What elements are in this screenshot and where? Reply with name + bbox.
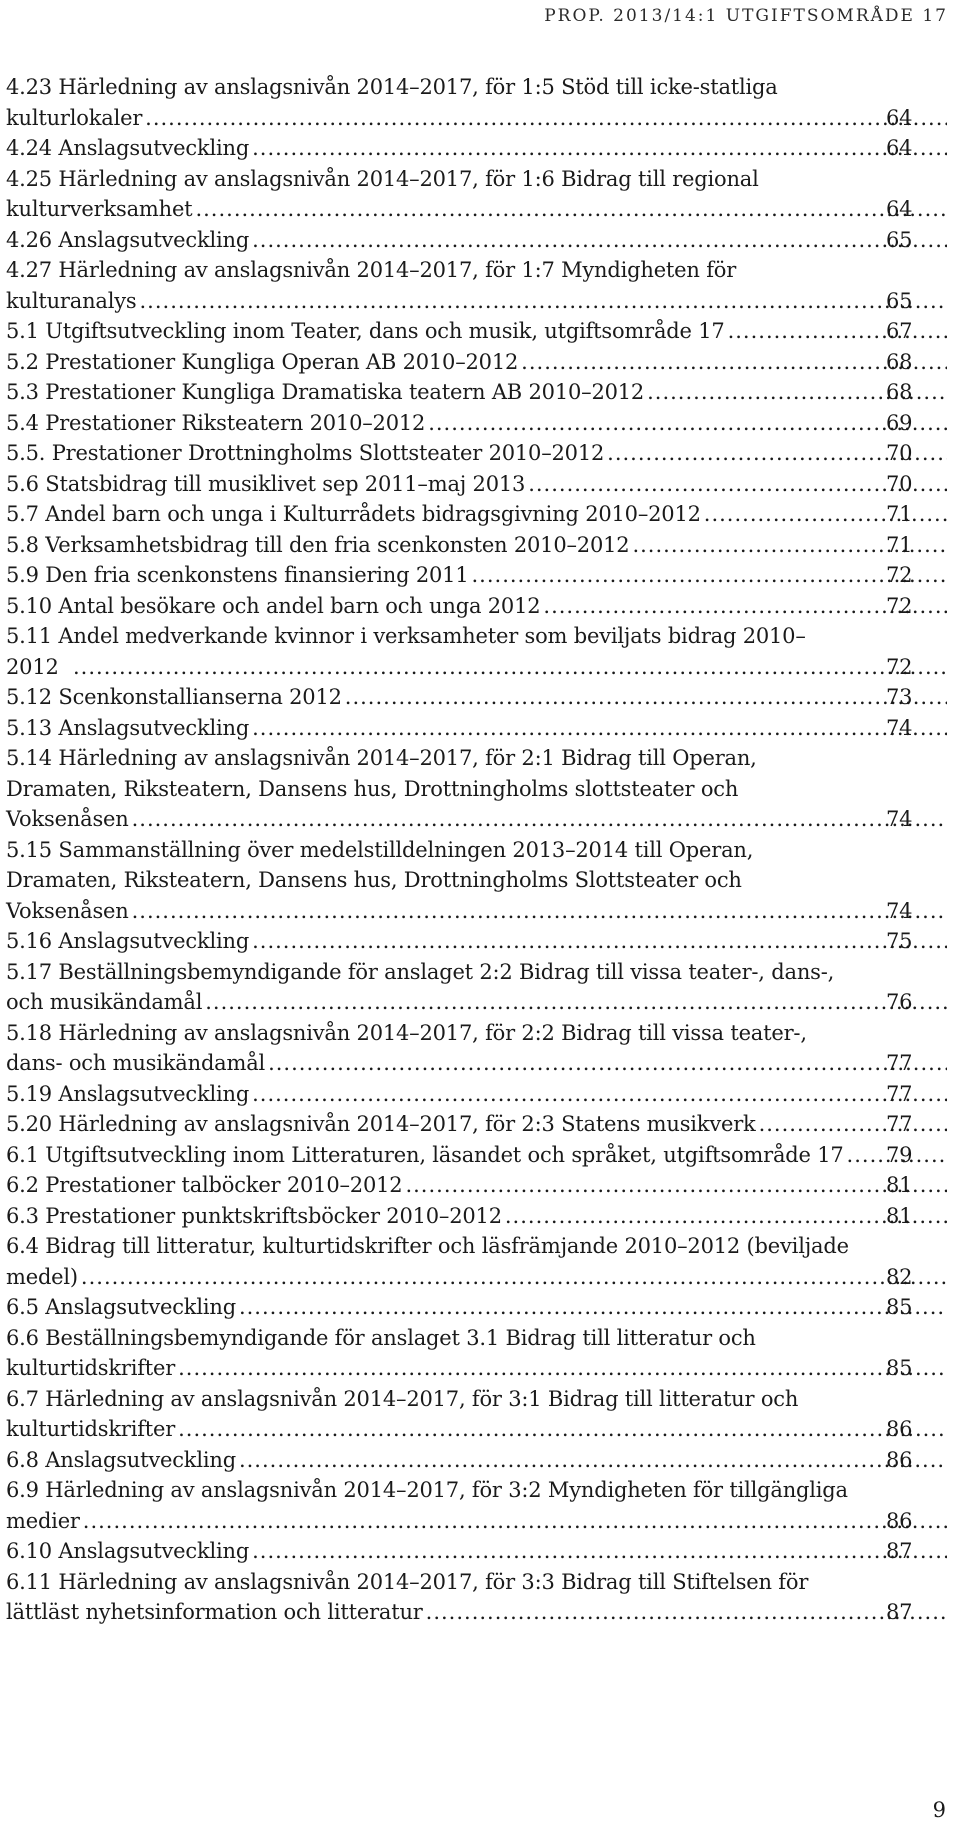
dot-leader [252, 1079, 947, 1110]
toc-entry[interactable]: 5.5. Prestationer Drottningholms Slottsteater 2010–2012 ..... 70 [6, 438, 950, 469]
dot-leader [252, 133, 947, 164]
toc-entry[interactable]: 4.23 Härledning av anslagsnivån 2014–2017, för 1:5 Stöd till icke-statliga kulturlokaler ..... 64 [6, 72, 950, 133]
dot-leader [405, 1170, 947, 1201]
dot-leader [268, 1048, 947, 1079]
toc-entry[interactable]: 5.18 Härledning av anslagsnivån 2014–2017, för 2:2 Bidrag till vissa teater-, dans- och musikändamål ..... 77 [6, 1018, 950, 1079]
toc-entry[interactable]: 6.6 Beställningsbemyndigande för anslaget 3.1 Bidrag till litteratur och kulturtidskrifter ..... 85 [6, 1323, 950, 1384]
toc-entry[interactable]: 5.7 Andel barn och unga i Kulturrådets bidragsgivning 2010–2012 ..... 71 [6, 499, 950, 530]
toc-entry[interactable]: 5.9 Den fria scenkonstens finansiering 2011 ..... 72 [6, 560, 950, 591]
toc-entry-text: 5.13 Anslagsutveckling [6, 715, 250, 740]
toc-entry-text: 6.8 Anslagsutveckling [6, 1447, 236, 1472]
toc-entry-text: 5.20 Härledning av anslagsnivån 2014–2017, för 2:3 Statens musikverk [6, 1112, 756, 1136]
toc-entry[interactable]: 5.15 Sammanställning över medelstilldelningen 2013–2014 till Operan, Dramaten, Riksteatern, Dansens hus, Drottningholms Slottsteater och Voksenåsen ..... 74 [6, 835, 950, 927]
toc-entry-text: kulturanalys [6, 288, 137, 313]
toc-entry[interactable]: 5.16 Anslagsutveckling ..... 75 [6, 926, 950, 957]
toc-entry-text: och musikändamål [6, 990, 203, 1014]
toc-entry[interactable]: 6.9 Härledning av anslagsnivån 2014–2017, för 3:2 Myndigheten för tillgängliga medier ..... 86 [6, 1475, 950, 1536]
toc-entry[interactable]: 5.10 Antal besökare och andel barn och unga 2012 ..... 72 [6, 591, 950, 622]
list-of-tables [6, 72, 950, 1628]
toc-entry-text: 4.27 Härledning av anslagsnivån 2014–2017, för 1:7 Myndigheten för [6, 258, 737, 282]
toc-entry-text: 5.18 Härledning av anslagsnivån 2014–2017, för 2:2 Bidrag till vissa teater-, [6, 1020, 807, 1045]
toc-entry-text: kulturtidskrifter [6, 1417, 176, 1441]
dot-leader [426, 1597, 947, 1628]
dot-leader [178, 1414, 947, 1445]
dot-leader [252, 713, 947, 744]
dot-leader [195, 194, 947, 225]
toc-entry[interactable]: 5.8 Verksamhetsbidrag till den fria scenkonsten 2010–2012 ..... 71 [6, 530, 950, 561]
toc-entry[interactable]: 6.5 Anslagsutveckling ..... 85 [6, 1292, 950, 1323]
dot-leader [252, 926, 947, 957]
toc-entry-text: lättläst nyhetsinformation och litteratur [6, 1600, 423, 1624]
toc-entry-text: 5.2 Prestationer Kungliga Operan AB 2010–2012 [6, 349, 519, 374]
toc-entry-text: 5.16 Anslagsutveckling [6, 929, 250, 953]
toc-entry[interactable]: 5.2 Prestationer Kungliga Operan AB 2010–2012 ..... 68 [6, 347, 950, 378]
toc-entry-text: 5.14 Härledning av anslagsnivån 2014–2017, för 2:1 Bidrag till Operan, [6, 746, 757, 770]
toc-entry-text: medier [6, 1508, 80, 1533]
toc-entry-text: 5.9 Den fria scenkonstens finansiering 2011 [6, 563, 469, 587]
toc-entry-text: 6.5 Anslagsutveckling [6, 1295, 236, 1319]
toc-entry-text: 5.12 Scenkonstallianserna 2012 [6, 685, 342, 709]
toc-entry-text: 6.2 Prestationer talböcker 2010–2012 [6, 1173, 403, 1197]
toc-entry[interactable]: 5.4 Prestationer Riksteatern 2010–2012 ..... 69 [6, 408, 950, 439]
toc-entry[interactable]: 6.7 Härledning av anslagsnivån 2014–2017, för 3:1 Bidrag till litteratur och kulturtidskrifter ..... 86 [6, 1384, 950, 1445]
toc-entry[interactable]: 5.3 Prestationer Kungliga Dramatiska teatern AB 2010–2012 ..... 68 [6, 377, 950, 408]
dot-leader [252, 225, 947, 256]
toc-entry-text: Voksenåsen [6, 898, 129, 923]
toc-entry-text: 5.5. Prestationer Drottningholms Slottsteater 2010–2012 [6, 441, 605, 465]
toc-entry[interactable]: 4.26 Anslagsutveckling ..... 65 [6, 225, 950, 256]
toc-entry-text: kulturverksamhet [6, 197, 193, 221]
toc-entry-text: 6.9 Härledning av anslagsnivån 2014–2017, för 3:2 Myndigheten för tillgängliga [6, 1478, 848, 1502]
toc-entry-text: 6.3 Prestationer punktskriftsböcker 2010–2012 [6, 1203, 502, 1228]
dot-leader [521, 347, 947, 378]
toc-entry[interactable]: 4.27 Härledning av anslagsnivån 2014–2017, för 1:7 Myndigheten för kulturanalys ..... 65 [6, 255, 950, 316]
toc-entry[interactable]: 6.3 Prestationer punktskriftsböcker 2010–2012 ..... 81 [6, 1201, 950, 1232]
dot-leader [132, 896, 947, 927]
toc-entry-text: 5.7 Andel barn och unga i Kulturrådets bidragsgivning 2010–2012 [6, 502, 701, 526]
toc-entry-text: Dramaten, Riksteatern, Dansens hus, Drottningholms Slottsteater och [6, 868, 742, 892]
toc-entry-text: 5.19 Anslagsutveckling [6, 1081, 250, 1106]
toc-entry-text: 6.7 Härledning av anslagsnivån 2014–2017, för 3:1 Bidrag till litteratur och [6, 1386, 799, 1411]
toc-entry-text: 5.8 Verksamhetsbidrag till den fria scenkonsten 2010–2012 [6, 532, 630, 557]
toc-entry[interactable]: 6.1 Utgiftsutveckling inom Litteraturen, läsandet och språket, utgiftsområde 17 ..... 79 [6, 1140, 950, 1171]
toc-entry-text: 4.26 Anslagsutveckling [6, 227, 250, 252]
toc-entry[interactable]: 5.13 Anslagsutveckling ..... 74 [6, 713, 950, 744]
dot-leader [145, 103, 947, 134]
toc-entry-text: 5.6 Statsbidrag till musiklivet sep 2011–maj 2013 [6, 471, 526, 496]
running-header: PROP. 2013/14:1 UTGIFTSOMRÅDE 17 [544, 6, 948, 26]
dot-leader [140, 286, 948, 317]
toc-entry[interactable]: 4.25 Härledning av anslagsnivån 2014–2017, för 1:6 Bidrag till regional kulturverksamhet ..... 64 [6, 164, 950, 225]
toc-entry-text: dans- och musikändamål [6, 1051, 266, 1075]
toc-entry-text: kulturtidskrifter [6, 1356, 176, 1380]
toc-entry-text: 6.6 Beställningsbemyndigande för anslaget 3.1 Bidrag till litteratur och [6, 1325, 756, 1350]
dot-leader [505, 1201, 947, 1232]
toc-entry[interactable]: 5.20 Härledning av anslagsnivån 2014–2017, för 2:3 Statens musikverk ..... 77 [6, 1109, 950, 1140]
toc-entry-text: 6.11 Härledning av anslagsnivån 2014–2017, för 3:3 Bidrag till Stiftelsen för [6, 1569, 809, 1594]
toc-entry[interactable]: 5.1 Utgiftsutveckling inom Teater, dans och musik, utgiftsområde 17 ..... 67 [6, 316, 950, 347]
toc-entry-text: 4.25 Härledning av anslagsnivån 2014–2017, för 1:6 Bidrag till regional [6, 166, 759, 191]
toc-entry[interactable]: 4.24 Anslagsutveckling ..... 64 [6, 133, 950, 164]
dot-leader [472, 560, 948, 591]
toc-entry-text: 5.4 Prestationer Riksteatern 2010–2012 [6, 410, 426, 435]
toc-entry[interactable]: 6.2 Prestationer talböcker 2010–2012 ..... 81 [6, 1170, 950, 1201]
dot-leader [252, 1536, 947, 1567]
dot-leader [428, 408, 947, 439]
toc-entry[interactable]: 6.8 Anslagsutveckling ..... 86 [6, 1445, 950, 1476]
toc-entry[interactable]: 6.11 Härledning av anslagsnivån 2014–2017, för 3:3 Bidrag till Stiftelsen för lättläst nyhetsinformation och litteratur ..... 87 [6, 1567, 950, 1628]
dot-leader [239, 1292, 947, 1323]
dot-leader [132, 804, 947, 835]
toc-entry-text: 5.10 Antal besökare och andel barn och unga 2012 [6, 593, 541, 618]
dot-leader [345, 682, 947, 713]
toc-entry-text: 6.10 Anslagsutveckling [6, 1539, 250, 1563]
toc-entry-text: 5.1 Utgiftsutveckling inom Teater, dans och musik, utgiftsområde 17 [6, 319, 725, 343]
toc-entry-text: 6.1 Utgiftsutveckling inom Litteraturen, läsandet och språket, utgiftsområde 17 [6, 1142, 844, 1167]
toc-entry-text: 4.24 Anslagsutveckling [6, 136, 250, 160]
toc-entry[interactable]: 6.4 Bidrag till litteratur, kulturtidskrifter och läsfrämjande 2010–2012 (beviljade medel) ..... 82 [6, 1231, 950, 1292]
dot-leader [73, 652, 947, 683]
dot-leader [205, 987, 947, 1018]
toc-entry-text: 5.15 Sammanställning över medelstilldelningen 2013–2014 till Operan, [6, 837, 754, 862]
dot-leader [528, 469, 947, 500]
toc-entry[interactable]: 5.11 Andel medverkande kvinnor i verksamheter som beviljats bidrag 2010– 2012 ..... 72 [6, 621, 950, 682]
toc-entry[interactable]: 6.10 Anslagsutveckling ..... 87 [6, 1536, 950, 1567]
dot-leader [759, 1109, 947, 1140]
toc-entry-text: 6.4 Bidrag till litteratur, kulturtidskrifter och läsfrämjande 2010–2012 (beviljade [6, 1234, 849, 1258]
toc-entry[interactable]: 5.19 Anslagsutveckling ..... 77 [6, 1079, 950, 1110]
toc-entry-text: 5.11 Andel medverkande kvinnor i verksamheter som beviljats bidrag 2010– [6, 624, 806, 648]
toc-entry[interactable]: 5.14 Härledning av anslagsnivån 2014–2017, för 2:1 Bidrag till Operan, Dramaten, Riksteatern, Dansens hus, Drottningholms slottsteater och Voksenåsen ..... 74 [6, 743, 950, 835]
toc-entry[interactable]: 5.17 Beställningsbemyndigande för anslaget 2:2 Bidrag till vissa teater-, dans-, och musikändamål ..... 76 [6, 957, 950, 1018]
toc-entry[interactable]: 5.12 Scenkonstallianserna 2012 ..... 73 [6, 682, 950, 713]
toc-entry-text: 5.17 Beställningsbemyndigande för anslaget 2:2 Bidrag till vissa teater-, dans-, [6, 959, 835, 984]
toc-entry-text: kulturlokaler [6, 105, 143, 130]
toc-entry-text: medel) [6, 1264, 78, 1289]
toc-entry-text: 4.23 Härledning av anslagsnivån 2014–2017, för 1:5 Stöd till icke-statliga [6, 75, 778, 99]
dot-leader [178, 1353, 947, 1384]
page-number: 9 [932, 1798, 946, 1822]
dot-leader [239, 1445, 947, 1476]
toc-entry-text: Voksenåsen [6, 807, 129, 831]
toc-entry[interactable]: 5.6 Statsbidrag till musiklivet sep 2011–maj 2013 ..... 70 [6, 469, 950, 500]
dot-leader [81, 1262, 947, 1293]
dot-leader [728, 316, 947, 347]
toc-entry-text: 5.3 Prestationer Kungliga Dramatiska teatern AB 2010–2012 [6, 380, 645, 404]
toc-entry-text: Dramaten, Riksteatern, Dansens hus, Drottningholms slottsteater och [6, 776, 739, 801]
dot-leader [83, 1506, 947, 1537]
